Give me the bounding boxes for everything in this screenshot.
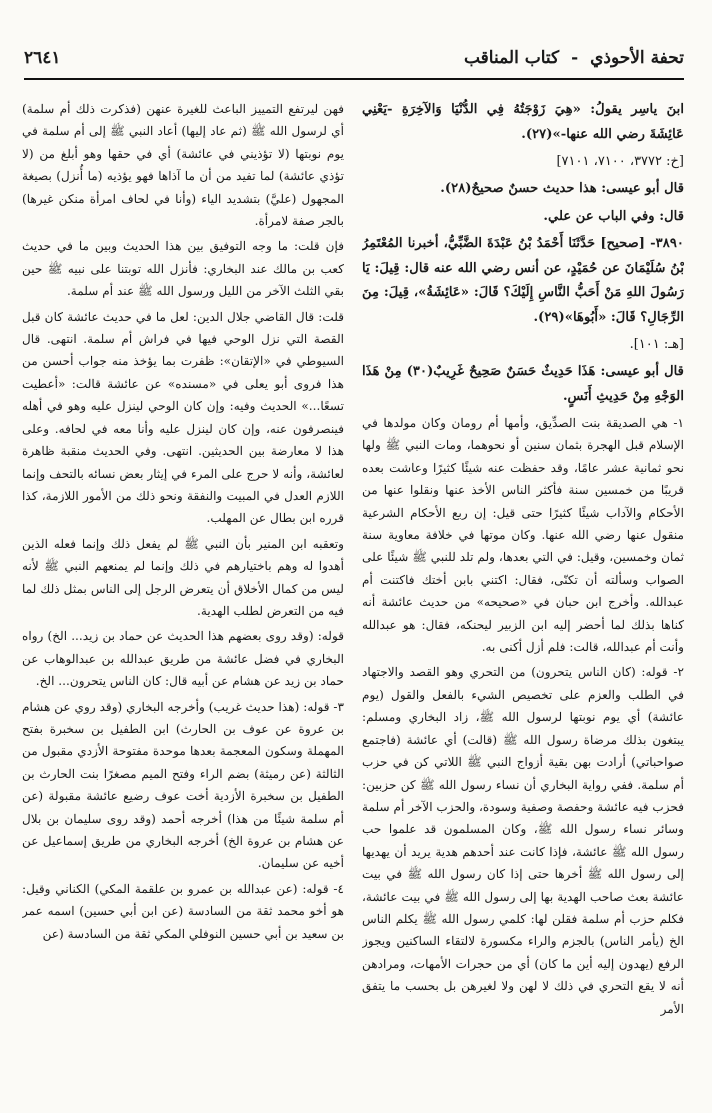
left-note-paragraph: فإن قلت: ما وجه التوفيق بين هذا الحديث وبين ما في حديث كعب بن مالك عند البخاري: فأنزل الله توبتنا على نبيه ﷺ حين بقي الثلث الآخر من الليل ورسول الله ﷺ عند أم سلمة. [22,239,344,299]
page-number: ٢٦٤١ [24,48,61,68]
right-note-paragraph: ١- هي الصديقة بنت الصدِّيق، وأمها أم رومان وكان مولدها في الإسلام قبل الهجرة بثمان سنين أو نحوهما، ومات النبي ﷺ ولها نحو ثمانية عشر عامًا، وقد حفظت عنه شيئًا كثيرًا وعاشت بعده قريبًا من خمسين سنة فأكثر الناس الأخذ عنها ونقلوا عنها من الأحكام والآداب شيئًا كثيرًا حتى قيل: إن ربع الأحكام الشرعية منقول عنها رضي الله عنها. وكان موتها في خلافة معاوية سنة ثمان وخمسين، وقيل: في التي بعدها، ولم تلد للنبي ﷺ شيئًا على الصواب وسألته أن تكنّى، فقال: اكتني بابن أختك فاكتنت أم عبدالله. وأخرج ابن حبان في «صحيحه» من حديث عائشة أنه كناها بذلك لما أحضر إليه ابن الزبير ليحنكه، فقال: هو عبدالله وأنت أم عبدالله، قالت: فلم أزل أكنى به. [362,416,684,655]
right-ref-paragraph: [خ: ٣٧٧٢، ٧١٠٠، ٧١٠١] [556,154,684,169]
left-note-paragraph: ٣- قوله: (هذا حديث غريب) وأخرجه البخاري (وقد روي عن هشام بن عروة عن عوف بن الحارث) ابن الطفيل بن سخبرة بفتح المهملة وسكون المعجمة بعدها موحدة مفتوحة الأزدي مقبول من الثالثة (عن رميثة) بضم الراء وفتح الميم مصغرًا بنت الحارث بن الطفيل بن سخبرة الأزدية أخت عوف رضيع عائشة مقبولة (عن أم سلمة شيئًا من هذا) أخرجه أحمد (وقد روى سليمان بن بلال عن هشام بن عروة الخ) أخرجه البخاري من طريق إسماعيل عن أخيه عن سليمان. [22,699,344,871]
left-note-paragraph: ٤- قوله: (عن عبدالله بن عمرو بن علقمة المكي) الكناني وقيل: هو أخو محمد ثقة من السادسة (عن ابن أبي حسين) اسمه عمر بن سعيد بن أبي حسين النوفلي المكي ثقة من السادسة (عن [22,881,344,941]
header-title [464,48,684,68]
left-text-column [22,98,344,1089]
left-note-paragraph: قلت: قال القاضي جلال الدين: لعل ما في حديث عائشة كان قبل القصة التي نزل الوحي فيها في فراش أم سلمة. انتهى. قال السيوطي في «الإتقان»: ظفرت بما يؤخذ منه جواب أحسن من هذا فروى أبو يعلى في «مسنده» عن عائشة قالت: «أعطيت تسعًا...» الحديث وفيه: وإن كان الوحي لينزل عليه وهو في أهله فينصرفون عنه، وإن كان لينزل عليه وأنا معه في لحافه. وعلى هذا لا معارضة بين الحديثين. انتهى. وفي الحديث منقبة ظاهرة لعائشة، وأنه لا حرج على المرء في إيثار بعض نسائه بالتحف وإنما اللازم العدل في المبيت والنفقة ونحو ذلك من الأمور اللازمة، كذا قرره ابن بطال عن المهلب. [22,309,344,526]
right-ref-paragraph: [هـ: ١٠١]. [629,337,684,352]
left-note-paragraph: وتعقبه ابن المنير بأن النبي ﷺ لم يفعل ذلك وإنما فعله الذين أهدوا له وهم باختيارهم في ذلك وإنما لم يمنعهم النبي ﷺ لأنه ليس من كمال الأخلاق أن يتعرض الرجل إلى الناس بمثل ذلك لما فيه من التعرض لطلب الهدية. [22,536,344,618]
header-separator: - [571,48,579,68]
right-hadith-paragraph: قال أبو عيسى: هَذَا حَدِيثٌ حَسَنٌ صَحِيحٌ غَرِيبٌ(٣٠) مِنْ هَذَا الوَجْهِ مِنْ حَدِيثِ أَنَسٍ. [362,364,684,404]
right-text-column [362,98,684,1089]
right-hadith-paragraph: ابنَ ياسِر يقولُ: «هِيَ زَوْجَتُهُ فِي الدُّنْيَا وَالآخِرَةِ -يَعْنِي عَائِشَةَ رضي الله عنها-»(٢٧). [362,102,684,142]
right-hadith-paragraph: قال: وفي الباب عن علي. [543,208,684,224]
right-note-paragraph: ٢- قوله: (كان الناس يتحرون) من التحري وهو القصد والاجتهاد في الطلب والعزم على تخصيص الشيء بالفعل والقول (يوم عائشة) أي يوم نوبتها لرسول الله ﷺ، زاد البخاري ومسلم: يبتغون بذلك مرضاة رسول الله ﷺ (قالت) أي عائشة (فاجتمع صواحباتي) أرادت بهن بقية أزواج النبي ﷺ اللاتي كن في حزب أم سلمة. ففي رواية البخاري أن نساء رسول الله ﷺ كن حزبين: فحزب فيه عائشة وحفصة وصفية وسودة، والحزب الآخر أم سلمة وسائر نساء رسول الله ﷺ، وكان المسلمون قد علموا حب رسول الله ﷺ عائشة، فإذا كانت عند أحدهم هدية يريد أن يهديها إلى رسول الله ﷺ أخرها حتى إذا كان رسول الله ﷺ في بيت عائشة بعث صاحب الهدية بها إلى رسول الله ﷺ في بيت عائشة، فكلم حزب أم سلمة فقلن لها: كلمي رسول الله ﷺ يكلم الناس الخ (يأمر الناس) بالجزم والراء مكسورة لالتقاء الساكنين ويجوز الرفع (يهدون إليه أين ما كان) أي من حجرات الأمهات، ومرادهن أنه لا يقع التحري في ذلك لا لهن ولا لغيرهن بل بحسب ما يتفق الأمر [362,665,684,1016]
chapter-title: كتاب المناقب [463,48,560,68]
right-hadith-paragraph: ٣٨٩٠- [صحيح] حَدَّثَنَا أَحْمَدُ بْنُ عَبْدَةَ الضَّبِّيُّ، أخبرنا المُعْتَمِرُ بْنُ سُلَيْمَانَ عن حُمَيْدٍ، عن أنس رضي الله عنه قال: قِيلَ: يَا رَسُولَ اللهِ مَنْ أَحَبُّ النَّاسِ إِلَيْكَ؟ قَالَ: «عَائِشَةُ»، قِيلَ: مِنَ الرِّجَالِ؟ قَالَ: «أَبُوهَا»(٢٩). [362,236,684,325]
left-note-paragraph: قوله: (وقد روى بعضهم هذا الحديث عن حماد بن زيد... الخ) رواه البخاري في فضل عائشة من طريق عبدالله بن عبدالوهاب عن حماد بن زيد عن هشام عن أبيه قال: كان الناس يتحرون... الخ. [22,629,344,689]
book-title: تحفة الأحوذي [590,48,684,68]
left-note-paragraph: فهن ليرتفع التمييز الباعث للغيرة عنهن (فذكرت ذلك أم سلمة) أي لرسول الله ﷺ (ثم عاد إليها) أعاد النبي ﷺ إلى أم سلمة في يوم نوبتها (لا تؤذيني في عائشة) أي في حقها وهو أبلغ من (لا تؤذي عائشة) لما تفيد من أن ما آذاها فهو يؤذيه (ما أُنزل) بصيغة المجهول (عليَّ) بتشديد الياء (وأنا في لحاف امرأة منكن غيرها) بالجر صفة لامرأة. [22,102,344,229]
right-hadith-paragraph: قال أبو عيسى: هذا حديث حسنٌ صحيحٌ(٢٨). [440,181,684,196]
running-header [24,44,684,80]
